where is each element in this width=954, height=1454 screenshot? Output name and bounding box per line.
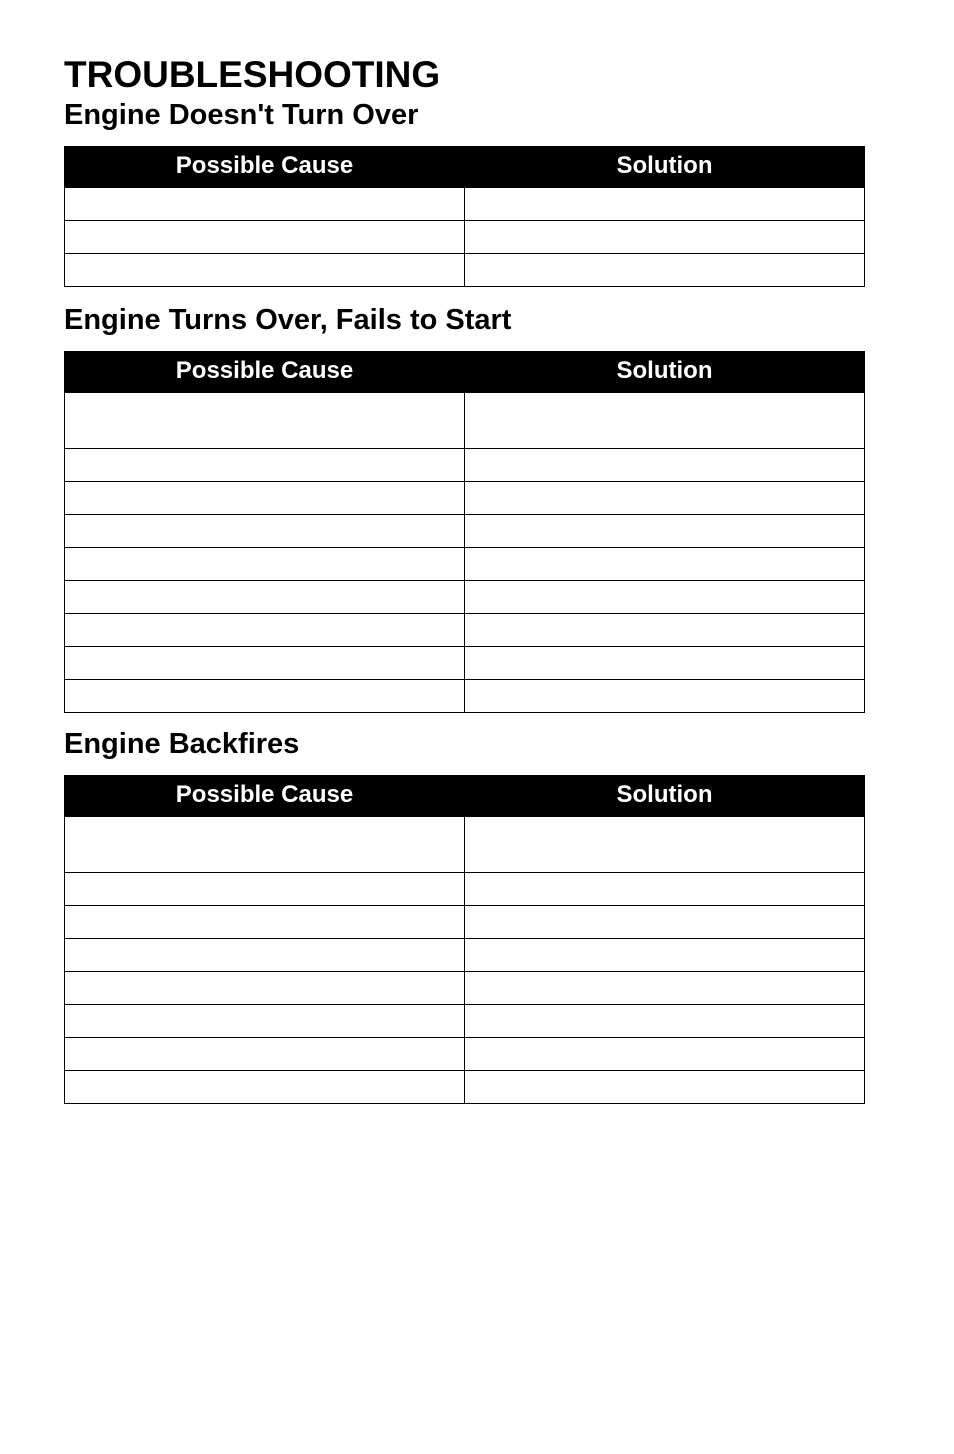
table-row bbox=[65, 647, 865, 680]
section-title-engine-backfires: Engine Backfires bbox=[64, 728, 300, 760]
table-row bbox=[65, 939, 865, 972]
solution-cell bbox=[465, 548, 865, 581]
column-header-solution: Solution bbox=[465, 147, 865, 188]
solution-cell bbox=[465, 680, 865, 713]
cause-cell bbox=[65, 515, 465, 548]
table-row bbox=[65, 906, 865, 939]
table-row bbox=[65, 548, 865, 581]
solution-cell bbox=[465, 614, 865, 647]
column-header-possible-cause: Possible Cause bbox=[65, 352, 465, 393]
cause-cell bbox=[65, 188, 465, 221]
cause-cell bbox=[65, 972, 465, 1005]
section-title-engine-turns-over-fails-to-start: Engine Turns Over, Fails to Start bbox=[64, 304, 512, 336]
table-row bbox=[65, 1071, 865, 1104]
table-row bbox=[65, 614, 865, 647]
column-header-solution: Solution bbox=[465, 352, 865, 393]
solution-cell bbox=[465, 581, 865, 614]
cause-cell bbox=[65, 1038, 465, 1071]
column-header-possible-cause: Possible Cause bbox=[65, 147, 465, 188]
table-engine-backfires bbox=[64, 775, 865, 1104]
table-engine-doesnt-turn-over bbox=[64, 146, 865, 287]
solution-cell bbox=[465, 393, 865, 449]
solution-cell bbox=[465, 873, 865, 906]
cause-cell bbox=[65, 254, 465, 287]
cause-cell bbox=[65, 482, 465, 515]
table-row bbox=[65, 817, 865, 873]
cause-cell bbox=[65, 581, 465, 614]
cause-cell bbox=[65, 647, 465, 680]
solution-cell bbox=[465, 1038, 865, 1071]
cause-cell bbox=[65, 939, 465, 972]
table-engine-turns-over-fails-to-start bbox=[64, 351, 865, 713]
column-header-solution: Solution bbox=[465, 776, 865, 817]
cause-cell bbox=[65, 680, 465, 713]
table-row bbox=[65, 188, 865, 221]
table-row bbox=[65, 680, 865, 713]
table-row bbox=[65, 393, 865, 449]
section-title-engine-doesnt-turn-over: Engine Doesn't Turn Over bbox=[64, 99, 419, 131]
solution-cell bbox=[465, 647, 865, 680]
cause-cell bbox=[65, 1005, 465, 1038]
table-row bbox=[65, 515, 865, 548]
solution-cell bbox=[465, 817, 865, 873]
table-row bbox=[65, 972, 865, 1005]
solution-cell bbox=[465, 939, 865, 972]
solution-cell bbox=[465, 449, 865, 482]
solution-cell bbox=[465, 188, 865, 221]
cause-cell bbox=[65, 1071, 465, 1104]
solution-cell bbox=[465, 221, 865, 254]
column-header-possible-cause: Possible Cause bbox=[65, 776, 465, 817]
cause-cell bbox=[65, 906, 465, 939]
cause-cell bbox=[65, 449, 465, 482]
cause-cell bbox=[65, 873, 465, 906]
solution-cell bbox=[465, 972, 865, 1005]
table-row bbox=[65, 221, 865, 254]
table-row bbox=[65, 482, 865, 515]
cause-cell bbox=[65, 614, 465, 647]
cause-cell bbox=[65, 548, 465, 581]
solution-cell bbox=[465, 254, 865, 287]
solution-cell bbox=[465, 906, 865, 939]
table-header-row bbox=[65, 352, 865, 393]
solution-cell bbox=[465, 482, 865, 515]
table-row bbox=[65, 1038, 865, 1071]
table-row bbox=[65, 873, 865, 906]
solution-cell bbox=[465, 1005, 865, 1038]
cause-cell bbox=[65, 817, 465, 873]
table-row bbox=[65, 254, 865, 287]
table-row bbox=[65, 581, 865, 614]
table-row bbox=[65, 449, 865, 482]
cause-cell bbox=[65, 221, 465, 254]
page-title: TROUBLESHOOTING bbox=[64, 54, 441, 95]
solution-cell bbox=[465, 515, 865, 548]
table-row bbox=[65, 1005, 865, 1038]
solution-cell bbox=[465, 1071, 865, 1104]
table-header-row bbox=[65, 776, 865, 817]
table-header-row bbox=[65, 147, 865, 188]
cause-cell bbox=[65, 393, 465, 449]
